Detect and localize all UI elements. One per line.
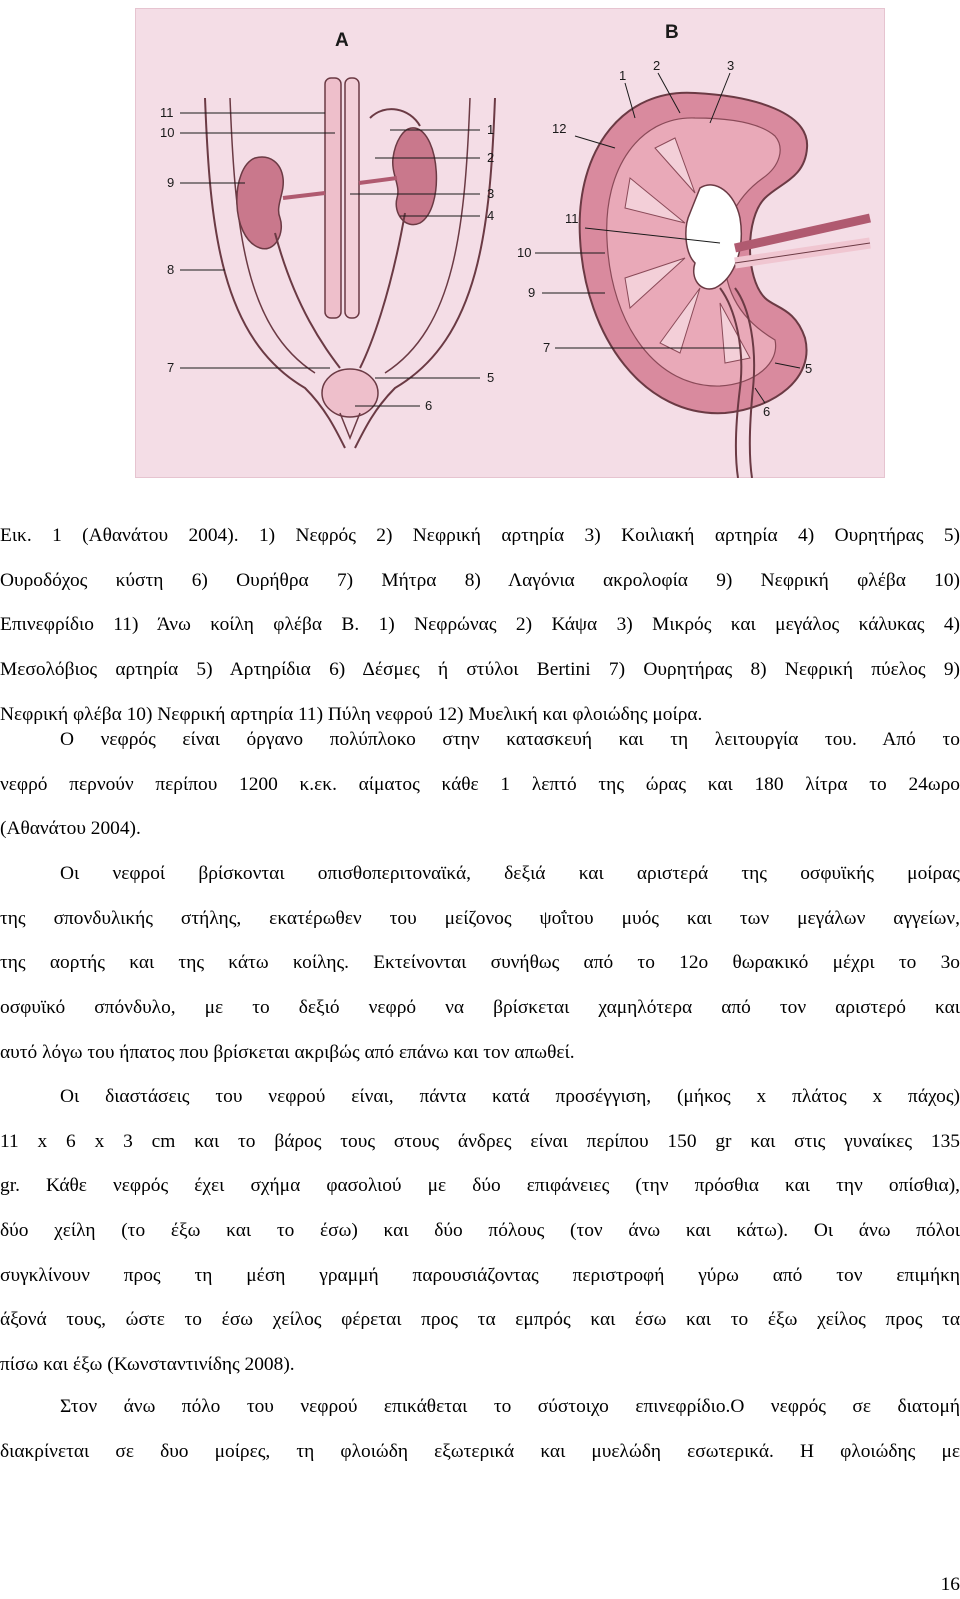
label-b-7: 7 [543, 340, 551, 355]
caption-line: Ουροδόχος κύστη 6) Ουρήθρα 7) Μήτρα 8) Λαγόνια ακρολοφία 9) Νεφρική φλέβα 10) [0, 569, 960, 591]
figure-caption [0, 514, 960, 737]
label-a-1: 1 [487, 122, 495, 137]
caption-line: Νεφρική φλέβα 10) Νεφρική αρτηρία 11) Πύλη νεφρού 12) Μυελική και φλοιώδης μοίρα. [0, 703, 703, 725]
text-line: διακρίνεται σε δυο μοίρες, τη φλοιώδη εξωτερικά και μυελώδη εσωτερικά. Η φλοιώδης με [0, 1440, 960, 1462]
text-line: Ο νεφρός είναι όργανο πολύπλοκο στην κατασκευή και τη λειτουργία του. Από το [60, 729, 960, 750]
label-a-8: 8 [167, 262, 175, 277]
label-b-3: 3 [727, 58, 735, 73]
text-line: συγκλίνουν προς τη μέση γραμμή παρουσιάζοντας περιστροφή γύρω από τον επιμήκη [0, 1264, 960, 1286]
page-number: 16 [940, 1574, 960, 1595]
label-a-6: 6 [425, 398, 433, 413]
label-b-9: 9 [528, 285, 536, 300]
label-a-7: 7 [167, 360, 175, 375]
kidney-anatomy-figure [135, 8, 885, 478]
label-a-10: 10 [160, 125, 175, 140]
caption-line: Επινεφρίδιο 11) Άνω κοίλη φλέβα B. 1) Νεφρώνας 2) Κάψα 3) Μικρός και μεγάλος κάλυκας 4) [0, 614, 960, 636]
panel-a-label: A [335, 30, 349, 51]
text-line: δύο χείλη (το έξω και το έσω) και δύο πόλους (τον άνω και κάτω). Οι άνω πόλοι [0, 1220, 960, 1242]
label-b-1: 1 [619, 68, 627, 83]
label-a-9: 9 [167, 175, 175, 190]
caption-line: Μεσολόβιος αρτηρία 5) Αρτηρίδια 6) Δέσμες ή στύλοι Bertini 7) Ουρητήρας 8) Νεφρική πύελος 9) [0, 659, 960, 681]
label-a-3: 3 [487, 186, 495, 201]
paragraph-3 [0, 1075, 960, 1388]
label-b-2: 2 [653, 58, 661, 73]
label-a-4: 4 [487, 208, 495, 223]
text-line: Οι διαστάσεις του νεφρού είναι, πάντα κατά προσέγγιση, (μήκος x πλάτος x πάχος) [60, 1086, 960, 1107]
text-line: Οι νεφροί βρίσκονται οπισθοπεριτοναϊκά, δεξιά και αριστερά της οσφυϊκής μοίρας [60, 863, 960, 884]
label-a-5: 5 [487, 370, 495, 385]
text-line: οσφυϊκό σπόνδυλο, με το δεξιό νεφρό να βρίσκεται χαμηλότερα από τον αριστερό και [0, 997, 960, 1019]
label-b-10: 10 [517, 245, 532, 260]
label-b-11: 11 [565, 211, 579, 226]
paragraph-2 [0, 852, 960, 1075]
text-line: άξονά τους, ώστε το έσω χείλος φέρεται προς τα εμπρός και έσω και το έξω χείλος προς τα [0, 1309, 960, 1331]
label-b-5: 5 [805, 361, 813, 376]
text-line: πίσω και έξω (Κωνσταντινίδης 2008). [0, 1354, 295, 1376]
panel-b-label: B [665, 22, 679, 43]
paragraph-4 [0, 1385, 960, 1474]
text-line: της σπονδυλικής στήλης, εκατέρωθεν του μείζονος ψοΐτου μυός και των μεγάλων αγγείων, [0, 907, 960, 929]
text-line: αυτό λόγω του ήπατος που βρίσκεται ακριβώς από επάνω και τον απωθεί. [0, 1041, 575, 1063]
text-line: της αορτής και της κάτω κοίλης. Εκτείνονται συνήθως από το 12ο θωρακικό μέχρι το 3ο [0, 952, 960, 974]
label-b-6: 6 [763, 404, 771, 419]
label-a-11: 11 [160, 105, 174, 120]
text-line: (Αθανάτου 2004). [0, 818, 141, 840]
caption-line: Εικ. 1 (Αθανάτου 2004). 1) Νεφρός 2) Νεφρική αρτηρία 3) Κοιλιακή αρτηρία 4) Ουρητήρας 5) [0, 525, 960, 546]
text-line: Στον άνω πόλο του νεφρού επικάθεται το σύστοιχο επινεφρίδιο.Ο νεφρός σε διατομή [60, 1396, 960, 1417]
text-line: νεφρό περνούν περίπου 1200 κ.εκ. αίματος κάθε 1 λεπτό της ώρας και 180 λίτρα το 24ωρο [0, 773, 960, 795]
label-b-12: 12 [552, 121, 567, 136]
label-a-2: 2 [487, 150, 495, 165]
text-line: gr. Κάθε νεφρός έχει σχήμα φασολιού με δύο επιφάνειες (την πρόσθια και την οπίσθια), [0, 1175, 960, 1197]
paragraph-1 [0, 718, 960, 852]
text-line: 11 x 6 x 3 cm και το βάρος τους στους άνδρες είναι περίπου 150 gr και στις γυναίκες 135 [0, 1130, 960, 1152]
